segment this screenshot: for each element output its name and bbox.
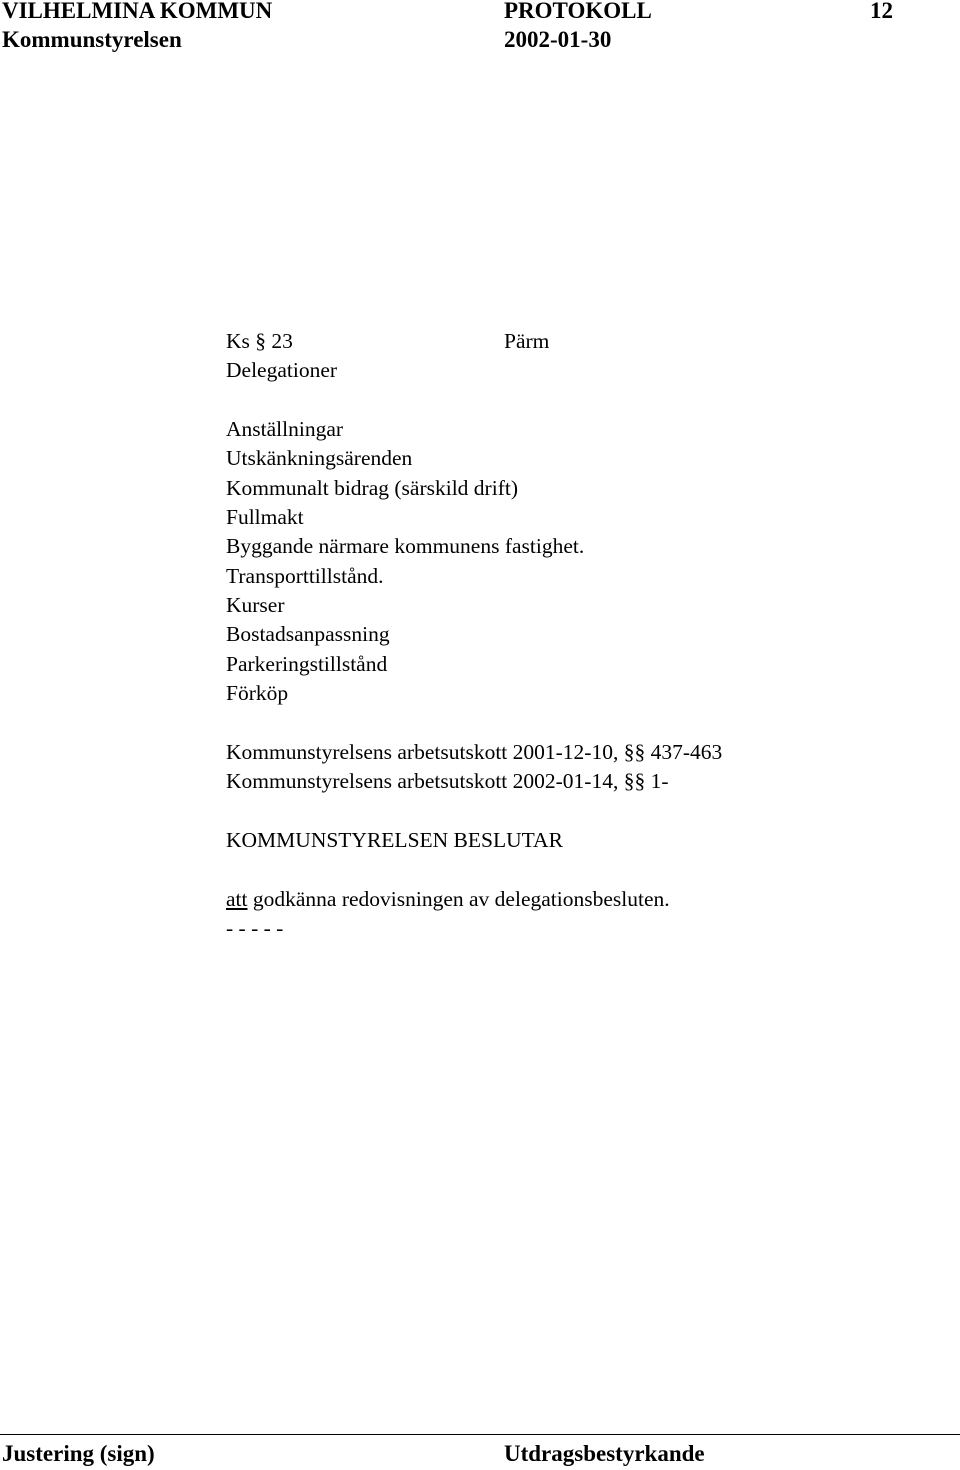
utdragsbestyrkande-label: Utdragsbestyrkande bbox=[504, 1441, 705, 1466]
topic-item: Kommunalt bidrag (särskild drift) bbox=[226, 476, 518, 500]
protocol-date: 2002-01-30 bbox=[504, 27, 612, 52]
justering-label: Justering (sign) bbox=[2, 1441, 155, 1466]
item-number: Ks § 23 bbox=[226, 329, 293, 353]
topic-item: Bostadsanpassning bbox=[226, 622, 390, 646]
topic-item: Utskänkningsärenden bbox=[226, 446, 413, 470]
topic-item: Fullmakt bbox=[226, 505, 304, 529]
reference-line: Kommunstyrelsens arbetsutskott 2002-01-14, §§ 1- bbox=[226, 769, 669, 793]
page-number: 12 bbox=[870, 0, 893, 23]
topic-item: Förköp bbox=[226, 681, 289, 705]
item-title: Delegationer bbox=[226, 358, 338, 382]
body-name: Kommunstyrelsen bbox=[2, 27, 182, 52]
att-word: att bbox=[226, 887, 248, 911]
reference-line: Kommunstyrelsens arbetsutskott 2001-12-10, §§ 437-463 bbox=[226, 740, 723, 764]
topic-item: Anställningar bbox=[226, 417, 344, 441]
binder-label: Pärm bbox=[504, 329, 550, 353]
decision-heading: KOMMUNSTYRELSEN BESLUTAR bbox=[226, 828, 563, 852]
topic-item: Transporttillstånd. bbox=[226, 564, 384, 588]
topic-item: Byggande närmare kommunens fastighet. bbox=[226, 534, 585, 558]
topic-item: Kurser bbox=[226, 593, 285, 617]
topic-item: Parkeringstillstånd bbox=[226, 652, 388, 676]
org-name: VILHELMINA KOMMUN bbox=[2, 0, 273, 23]
end-marker: - - - - - bbox=[226, 916, 284, 940]
footer-divider bbox=[0, 1434, 960, 1435]
decision-text bbox=[226, 885, 670, 914]
decision-body: godkänna redovisningen av delegationsbesluten. bbox=[247, 887, 670, 911]
doc-type: PROTOKOLL bbox=[504, 0, 652, 23]
